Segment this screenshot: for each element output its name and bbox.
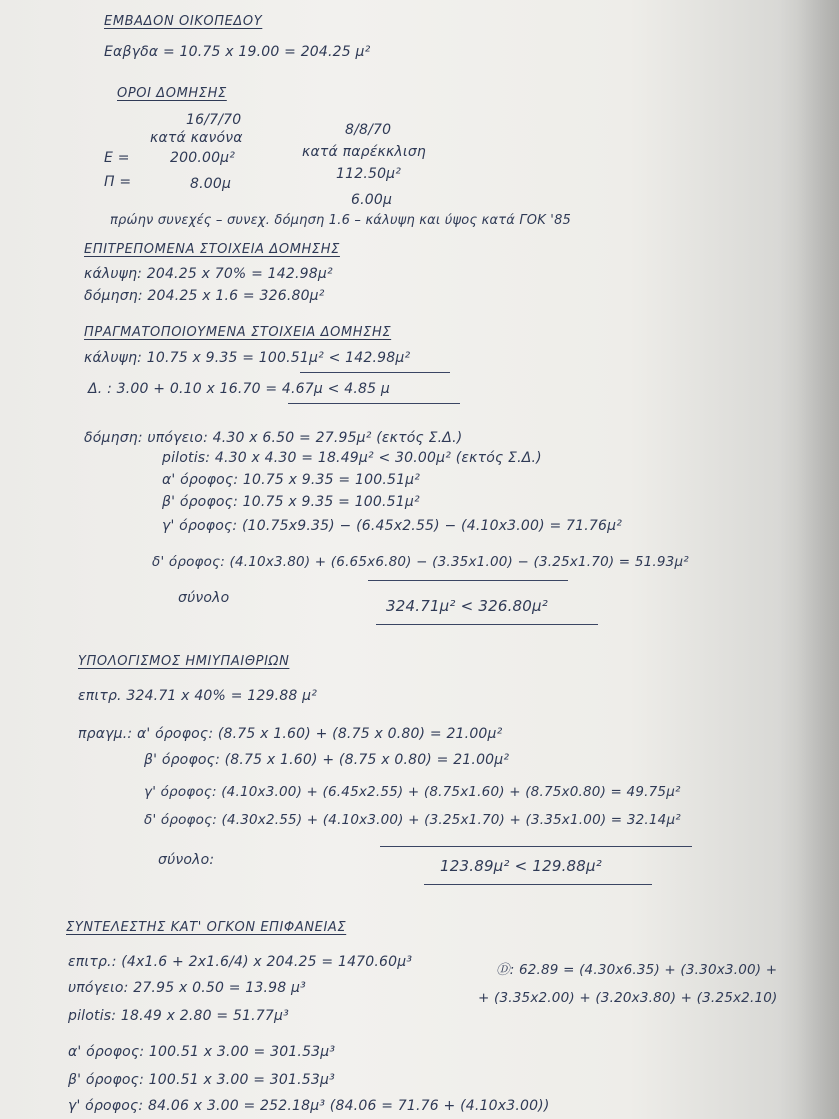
oroi-e-val-2: 112.50μ²: [336, 166, 402, 182]
heading-hmiypaithrioi: ΥΠΟΛΟΓΙΣΜΟΣ ΗΜΙΥΠΑΙΘΡΙΩΝ: [78, 654, 290, 669]
underline-pragmatopoioumena-total: [376, 624, 598, 625]
synteleths-line-5: β' όροφος: 100.51 x 3.00 = 301.53μ³: [68, 1072, 335, 1088]
synteleths-line-3: pilotis: 18.49 x 2.80 = 51.77μ³: [68, 1008, 289, 1024]
pragmatopoioumena-line-3: δόμηση: υπόγειο: 4.30 x 6.50 = 27.95μ² (εκτός Σ.Δ.): [84, 430, 463, 446]
pragmatopoioumena-line-2: Δ. : 3.00 + 0.10 x 16.70 = 4.67μ < 4.85 μ: [88, 381, 390, 397]
hmiypaithrioi-line-2: πραγμ.: α' όροφος: (8.75 x 1.60) + (8.75 x 0.80) = 21.00μ²: [78, 726, 503, 742]
embadon-line: Εαβγδα = 10.75 x 19.00 = 204.25 μ²: [104, 44, 371, 60]
oroi-note: πρώην συνεχές – συνεχ. δόμηση 1.6 – κάλυψη και ύψος κατά ΓΟΚ '85: [110, 213, 572, 228]
heading-pragmatopoioumena: ΠΡΑΓΜΑΤΟΠΟΙΟΥΜΕΝΑ ΣΤΟΙΧΕΙΑ ΔΟΜΗΣΗΣ: [84, 325, 392, 340]
oroi-p-label: Π =: [104, 174, 132, 190]
pragmatopoioumena-line-8: δ' όροφος: (4.10x3.80) + (6.65x6.80) − (3.35x1.00) − (3.25x1.70) = 51.93μ²: [152, 554, 689, 570]
synteleths-line-1: επιτρ.: (4x1.6 + 2x1.6/4) x 204.25 = 1470.60μ³: [68, 954, 413, 970]
oroi-col-2: κατά παρέκκλιση: [302, 144, 426, 160]
hmiypaithrioi-total-label: σύνολο:: [158, 852, 215, 868]
pragmatopoioumena-total-label: σύνολο: [178, 590, 230, 606]
hmiypaithrioi-line-3: β' όροφος: (8.75 x 1.60) + (8.75 x 0.80) = 21.00μ²: [144, 752, 510, 768]
heading-epitrepomena: ΕΠΙΤΡΕΠΟΜΕΝΑ ΣΤΟΙΧΕΙΑ ΔΟΜΗΣΗΣ: [84, 242, 340, 257]
sum-line-hmiypaithrioi: [380, 846, 692, 847]
hmiypaithrioi-total: 123.89μ² < 129.88μ²: [440, 857, 602, 875]
pragmatopoioumena-line-1: κάλυψη: 10.75 x 9.35 = 100.51μ² < 142.98μ²: [84, 350, 411, 366]
pragmatopoioumena-total: 324.71μ² < 326.80μ²: [386, 597, 548, 615]
epitrepomena-line-1: κάλυψη: 204.25 x 70% = 142.98μ²: [84, 266, 333, 282]
oroi-e-val-1: 200.00μ²: [170, 150, 236, 166]
oroi-p-val-1: 8.00μ: [190, 176, 232, 192]
synteleths-side-1: Ⓓ: 62.89 = (4.30x6.35) + (3.30x3.00) +: [496, 962, 778, 978]
epitrepomena-line-2: δόμηση: 204.25 x 1.6 = 326.80μ²: [84, 288, 325, 304]
synteleths-side-2: + (3.35x2.00) + (3.20x3.80) + (3.25x2.10): [478, 990, 778, 1006]
sum-line-pragmatopoioumena: [368, 580, 568, 581]
pragmatopoioumena-line-5: α' όροφος: 10.75 x 9.35 = 100.51μ²: [162, 472, 421, 488]
page-edge-shadow: [779, 0, 839, 1119]
pragmatopoioumena-line-4: pilotis: 4.30 x 4.30 = 18.49μ² < 30.00μ² (εκτός Σ.Δ.): [162, 450, 542, 466]
underline-hmiypaithrioi-total: [424, 884, 652, 885]
pragmatopoioumena-line-6: β' όροφος: 10.75 x 9.35 = 100.51μ²: [162, 494, 420, 510]
oroi-e-label: Ε =: [104, 150, 130, 166]
oroi-date-2: 8/8/70: [345, 122, 392, 138]
heading-oroi: ΟΡΟΙ ΔΟΜΗΣΗΣ: [117, 86, 227, 101]
underline-delta: [288, 403, 460, 404]
hmiypaithrioi-line-1: επιτρ. 324.71 x 40% = 129.88 μ²: [78, 688, 318, 704]
hmiypaithrioi-line-4: γ' όροφος: (4.10x3.00) + (6.45x2.55) + (8.75x1.60) + (8.75x0.80) = 49.75μ²: [144, 784, 681, 800]
synteleths-line-2: υπόγειο: 27.95 x 0.50 = 13.98 μ³: [68, 980, 306, 996]
synteleths-line-6: γ' όροφος: 84.06 x 3.00 = 252.18μ³ (84.06 = 71.76 + (4.10x3.00)): [68, 1098, 550, 1114]
heading-embadon: ΕΜΒΑΔΟΝ ΟΙΚΟΠΕΔΟΥ: [104, 14, 263, 29]
pragmatopoioumena-line-7: γ' όροφος: (10.75x9.35) − (6.45x2.55) − (4.10x3.00) = 71.76μ²: [162, 518, 623, 534]
hmiypaithrioi-line-5: δ' όροφος: (4.30x2.55) + (4.10x3.00) + (3.25x1.70) + (3.35x1.00) = 32.14μ²: [144, 812, 681, 828]
underline-kalypsi: [300, 372, 450, 373]
oroi-col-1: κατά κανόνα: [150, 130, 243, 146]
synteleths-line-4: α' όροφος: 100.51 x 3.00 = 301.53μ³: [68, 1044, 336, 1060]
heading-synteleths: ΣΥΝΤΕΛΕΣΤΗΣ ΚΑΤ' ΟΓΚΟΝ ΕΠΙΦΑΝΕΙΑΣ: [66, 920, 347, 935]
oroi-date-1: 16/7/70: [186, 112, 242, 128]
oroi-p-val-2: 6.00μ: [351, 192, 393, 208]
